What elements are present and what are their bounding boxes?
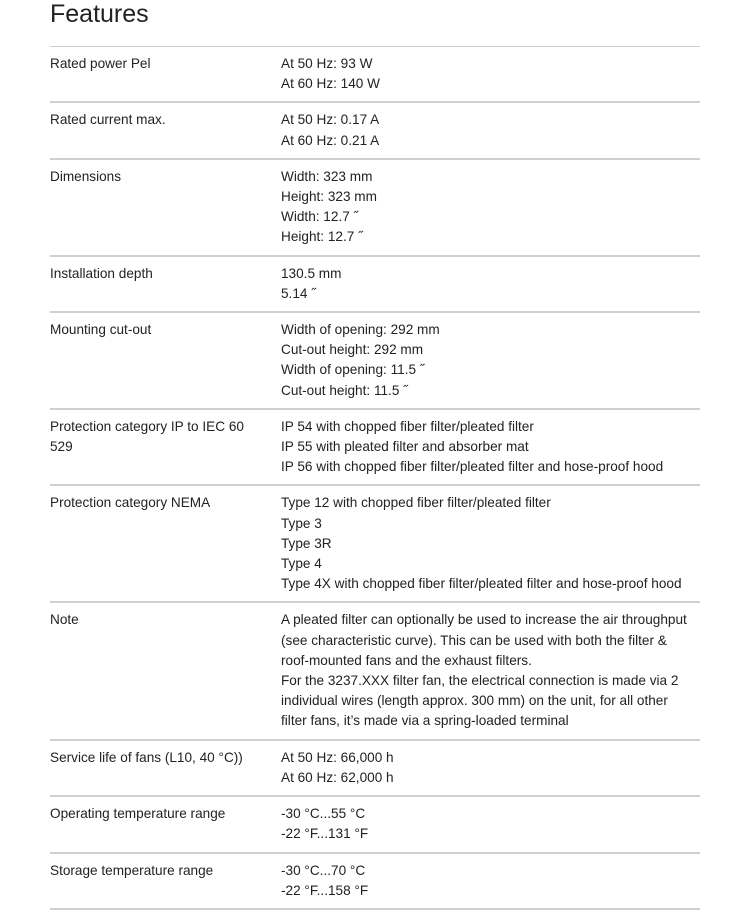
row-value: Width of opening: 292 mm	[281, 322, 440, 338]
row-value: -22 °F...131 °F	[281, 826, 369, 842]
row-value: 5.14 ˝	[281, 285, 316, 301]
row-values	[281, 610, 700, 731]
row-label: Rated power Pel	[50, 56, 151, 71]
row-label: Dimensions	[50, 168, 122, 184]
row-value: At 60 Hz: 140 W	[281, 76, 380, 92]
row-value: IP 54 with chopped fiber filter/pleated filter	[281, 418, 534, 434]
row-value: roof-mounted fans and the exhaust filters.	[281, 652, 532, 668]
row-label: Mounting cut-out	[50, 322, 152, 338]
row-value: filter fans, it’s made via a spring-loaded terminal	[281, 713, 569, 729]
row-value: Width: 12.7 ˝	[281, 209, 359, 225]
row-value: Type 3	[281, 515, 322, 531]
row-value: Type 12 with chopped fiber filter/pleated filter	[281, 495, 551, 511]
row-label: Note	[50, 612, 79, 628]
row-value: Cut-out height: 292 mm	[281, 342, 424, 358]
row-value: Type 4X with chopped fiber filter/pleated filter and hose-proof hood	[281, 576, 682, 592]
row-value: Width: 323 mm	[281, 168, 373, 184]
row-value: Width of opening: 11.5 ˝	[281, 362, 425, 378]
row-value: At 60 Hz: 62,000 h	[281, 769, 394, 785]
row-label: Service life of fans (L10, 40 °C))	[50, 749, 243, 765]
row-value: For the 3237.XXX filter fan, the electrical connection is made via 2	[281, 673, 679, 689]
table-row	[50, 603, 700, 740]
row-values	[281, 748, 700, 788]
row-label: Storage temperature range	[50, 862, 214, 878]
row-value: -22 °F...158 °F	[281, 882, 369, 898]
row-values	[281, 804, 700, 844]
row-values	[281, 264, 700, 304]
row-values	[281, 110, 700, 150]
table-row	[50, 47, 700, 103]
table-row	[50, 257, 700, 313]
page-title: Features	[50, 0, 149, 28]
row-value: IP 56 with chopped fiber filter/pleated filter and hose-proof hood	[281, 459, 664, 475]
row-value: 130.5 mm	[281, 265, 342, 281]
table-row	[50, 486, 700, 603]
table-row	[50, 854, 700, 910]
row-values	[281, 54, 700, 94]
row-value: Type 3R	[281, 535, 332, 551]
row-value: Height: 323 mm	[281, 189, 377, 205]
row-values	[281, 861, 700, 901]
row-value: At 50 Hz: 93 W	[281, 56, 373, 71]
row-values	[281, 167, 700, 248]
row-values	[281, 493, 700, 594]
table-row	[50, 160, 700, 257]
row-label: Rated current max.	[50, 112, 166, 128]
row-values	[281, 417, 700, 478]
row-value: At 50 Hz: 66,000 h	[281, 749, 394, 765]
row-value: At 50 Hz: 0.17 A	[281, 112, 380, 128]
table-row	[50, 313, 700, 410]
row-value: Cut-out height: 11.5 ˝	[281, 382, 408, 398]
row-values	[281, 320, 700, 401]
table-row	[50, 410, 700, 487]
row-label: Protection category IP to IEC 60 529	[50, 418, 244, 455]
row-value: -30 °C...70 °C	[281, 862, 366, 878]
table-row	[50, 103, 700, 159]
row-value: -30 °C...55 °C	[281, 806, 366, 822]
row-label: Installation depth	[50, 265, 153, 281]
row-value: Height: 12.7 ˝	[281, 229, 363, 245]
features-table	[50, 46, 700, 910]
table-row	[50, 797, 700, 853]
row-value: (see characteristic curve). This can be used with both the filter &	[281, 632, 667, 648]
row-value: A pleated filter can optionally be used to increase the air throughput	[281, 612, 687, 628]
row-label: Operating temperature range	[50, 806, 226, 822]
row-value: IP 55 with pleated filter and absorber mat	[281, 439, 529, 455]
row-label: Protection category NEMA	[50, 495, 211, 511]
row-value: Type 4	[281, 556, 322, 572]
row-value: individual wires (length approx. 300 mm) on the unit, for all other	[281, 693, 668, 709]
table-row	[50, 741, 700, 797]
row-value: At 60 Hz: 0.21 A	[281, 132, 380, 148]
